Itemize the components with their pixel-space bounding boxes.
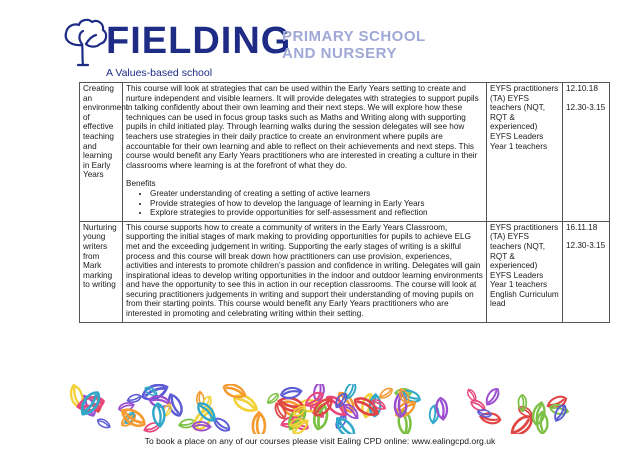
table-row — [80, 221, 610, 322]
course-title: Nurturing young writers from Mark marking to writing — [80, 221, 123, 322]
list-item: • Greater understanding of creating a setting of active learners — [150, 189, 483, 199]
course-audience: EYFS practitioners (TA) EYFS teachers (NQT, RQT & experienced) EYFS Leaders Year 1 teachers — [487, 83, 563, 222]
table-row — [80, 83, 610, 222]
school-subtitle — [282, 28, 426, 62]
page-header — [0, 0, 640, 84]
course-description-cell — [123, 221, 487, 322]
booking-footer: To book a place on any of our courses please visit Ealing CPD online: www.ealingcpd.org.uk — [144, 436, 496, 446]
school-subtitle-line1: PRIMARY SCHOOL — [282, 28, 426, 45]
course-description: This course supports how to create a community of writers in the Early Years Classroom, supporting the initial stages of mark making to providing opportunities for pupils to achieve ELG met and the exceeding judgement in writing. Supporting the early stages of writing is a skilful process and this course will break down how practitioners can use provision, experiences, activities and interests to promote children’s passion and confidence in writing. Delegates will gain inspirational ideas to develop writing opportunities in the indoor and outdoor learning environments and have the opportunity to see this in action in our reception classrooms. The course will look at securing practitioners judgements in writing and support their understanding of moving pupils on from their starting points. This course would benefit any Early Years practitioners who are interested in promoting and celebrating writing within their setting. — [126, 222, 483, 319]
school-tagline: A Values-based school — [106, 67, 213, 79]
course-date: 12.10.18 — [566, 84, 598, 93]
course-date: 16.11.18 — [566, 222, 598, 232]
school-name: FIELDING — [106, 20, 292, 62]
benefits-heading: Benefits — [126, 179, 156, 189]
course-audience: EYFS practitioners (TA) EYFS teachers (NQT, RQT & experienced) EYFS Leaders Year 1 teachers English Curriculum lead — [487, 221, 563, 322]
course-time: 12.30-3.15 — [566, 102, 606, 112]
course-schedule — [563, 221, 610, 322]
list-item: • Explore strategies to provide opportunities for self-assessment and reflection — [150, 208, 483, 218]
course-description: This course will look at strategies that can be used within the Early Years setting to create and nurture independent and visible learners. It will provide delegates with strategies to support pupils in talking confidently about their own learning and their next steps. We will explore how these techniques can be used in focus group tasks such as Maths and Writing along with supporting pupils in child initiated play. Through learning walks during the session delegates will see how teachers use strategies in their daily practice to create an environment where pupils are accountable for their own learning and able to reflect on their achievements and next steps. This course would benefit any Early Years practitioners who are interested in creating a culture in their classrooms where learning is at the forefront of what they do. — [126, 84, 479, 170]
leaf-border-icon — [58, 384, 586, 434]
school-subtitle-line2: AND NURSERY — [282, 45, 397, 62]
benefits-list — [126, 189, 483, 218]
list-item: • Provide strategies of how to develop the language of learning in Early Years — [150, 199, 483, 209]
course-description-cell — [123, 83, 487, 222]
course-title: Creating an environment of effective teaching and learning in Early Years — [80, 83, 123, 222]
courses-table — [79, 82, 610, 323]
course-schedule — [563, 83, 610, 222]
course-time: 12.30-3.15 — [566, 241, 606, 251]
tree-icon — [58, 17, 110, 67]
